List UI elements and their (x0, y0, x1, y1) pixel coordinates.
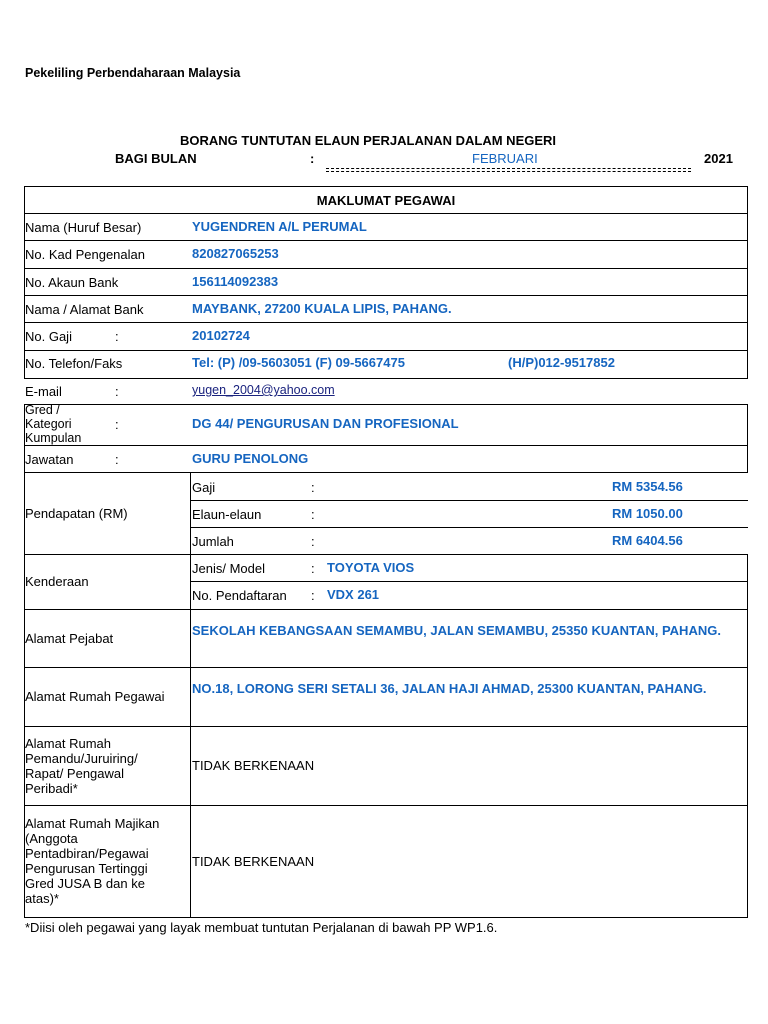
employer-address-label: Alamat Rumah Majikan (Anggota Pentadbiran/Pegawai Pengurusan Tertinggi Gred JUSA B dan ke atas)* (25, 816, 160, 906)
office-address-label: Alamat Pejabat (25, 631, 114, 646)
month-colon: : (310, 151, 315, 166)
row-divider (24, 322, 748, 323)
vehicle-model-colon: : (311, 561, 315, 576)
row-divider (24, 240, 748, 241)
bank-account-value[interactable]: 156114092383 (192, 274, 279, 289)
email-label: E-mail (25, 384, 62, 399)
home-address-label: Alamat Rumah Pegawai (25, 689, 165, 704)
row-divider (24, 667, 748, 668)
position-colon: : (115, 452, 119, 467)
grade-label: Gred / Kategori Kumpulan (25, 403, 82, 445)
vehicle-reg-colon: : (311, 588, 315, 603)
handphone-value[interactable]: (H/P)012-9517852 (508, 355, 615, 370)
row-divider (24, 445, 748, 446)
office-address-value[interactable]: SEKOLAH KEBANGSAAN SEMAMBU, JALAN SEMAMBU, 25350 KUANTAN, PAHANG. (192, 623, 721, 638)
month-underline-2 (326, 171, 691, 172)
month-label: BAGI BULAN (115, 151, 197, 166)
income-total-colon: : (311, 534, 315, 549)
grade-table (24, 404, 748, 473)
row-divider (24, 805, 748, 806)
position-label: Jawatan (25, 452, 74, 467)
row-divider (24, 726, 748, 727)
row-divider (24, 350, 748, 351)
driver-address-label: Alamat Rumah Pemandu/Juruiring/ Rapat/ Pengawal Peribadi* (25, 736, 138, 796)
vehicle-label: Kenderaan (25, 574, 89, 589)
income-allowance-value[interactable]: RM 1050.00 (612, 506, 683, 521)
position-value[interactable]: GURU PENOLONG (192, 451, 309, 466)
bank-account-label: No. Akaun Bank (25, 275, 119, 290)
month-value[interactable]: FEBRUARI (472, 151, 538, 166)
vehicle-reg-value[interactable]: VDX 261 (327, 587, 380, 602)
section-header (24, 186, 748, 214)
income-allowance-colon: : (311, 507, 315, 522)
footnote: *Diisi oleh pegawai yang layak membuat tuntutan Perjalanan di bawah PP WP1.6. (25, 920, 498, 935)
ic-value[interactable]: 820827065253 (192, 246, 279, 261)
bank-address-value[interactable]: MAYBANK, 27200 KUALA LIPIS, PAHANG. (192, 301, 452, 316)
grade-value[interactable]: DG 44/ PENGURUSAN DAN PROFESIONAL (192, 416, 459, 431)
salary-no-label: No. Gaji (25, 329, 72, 344)
row-divider (190, 500, 748, 501)
income-salary-label: Gaji (192, 480, 216, 495)
phone-label: No. Telefon/Faks (25, 356, 123, 371)
bank-address-label: Nama / Alamat Bank (25, 302, 144, 317)
income-allowance-label: Elaun-elaun (192, 507, 262, 522)
vehicle-model-label: Jenis/ Model (192, 561, 265, 576)
name-value[interactable]: YUGENDREN A/L PERUMAL (192, 219, 367, 234)
salary-no-value[interactable]: 20102724 (192, 328, 250, 343)
vehicle-model-value[interactable]: TOYOTA VIOS (327, 560, 415, 575)
income-total-value[interactable]: RM 6404.56 (612, 533, 683, 548)
row-divider (24, 609, 748, 610)
home-address-value[interactable]: NO.18, LORONG SERI SETALI 36, JALAN HAJI AHMAD, 25300 KUANTAN, PAHANG. (192, 681, 707, 696)
driver-address-value[interactable]: TIDAK BERKENAAN (192, 758, 315, 773)
phone-value[interactable]: Tel: (P) /09-5603051 (F) 09-5667475 (192, 355, 405, 370)
income-total-label: Jumlah (192, 534, 234, 549)
employer-address-value[interactable]: TIDAK BERKENAAN (192, 854, 315, 869)
name-label: Nama (Huruf Besar) (25, 220, 142, 235)
email-colon: : (115, 384, 119, 399)
income-salary-colon: : (311, 480, 315, 495)
vehicle-reg-label: No. Pendaftaran (192, 588, 287, 603)
row-divider (190, 527, 748, 528)
row-divider (190, 581, 748, 582)
income-salary-value[interactable]: RM 5354.56 (612, 479, 683, 494)
salary-no-colon: : (115, 329, 119, 344)
ic-label: No. Kad Pengenalan (25, 247, 145, 262)
income-label: Pendapatan (RM) (25, 506, 128, 521)
org-name: Pekeliling Perbendaharaan Malaysia (25, 66, 241, 80)
row-divider (24, 295, 748, 296)
grade-colon: : (115, 417, 119, 432)
year: 2021 (704, 151, 733, 166)
form-title: BORANG TUNTUTAN ELAUN PERJALANAN DALAM NEGERI (180, 133, 557, 148)
row-divider (24, 268, 748, 269)
section-title: MAKLUMAT PEGAWAI (316, 193, 456, 208)
month-underline (326, 168, 691, 169)
email-link[interactable]: yugen_2004@yahoo.com (192, 383, 335, 397)
